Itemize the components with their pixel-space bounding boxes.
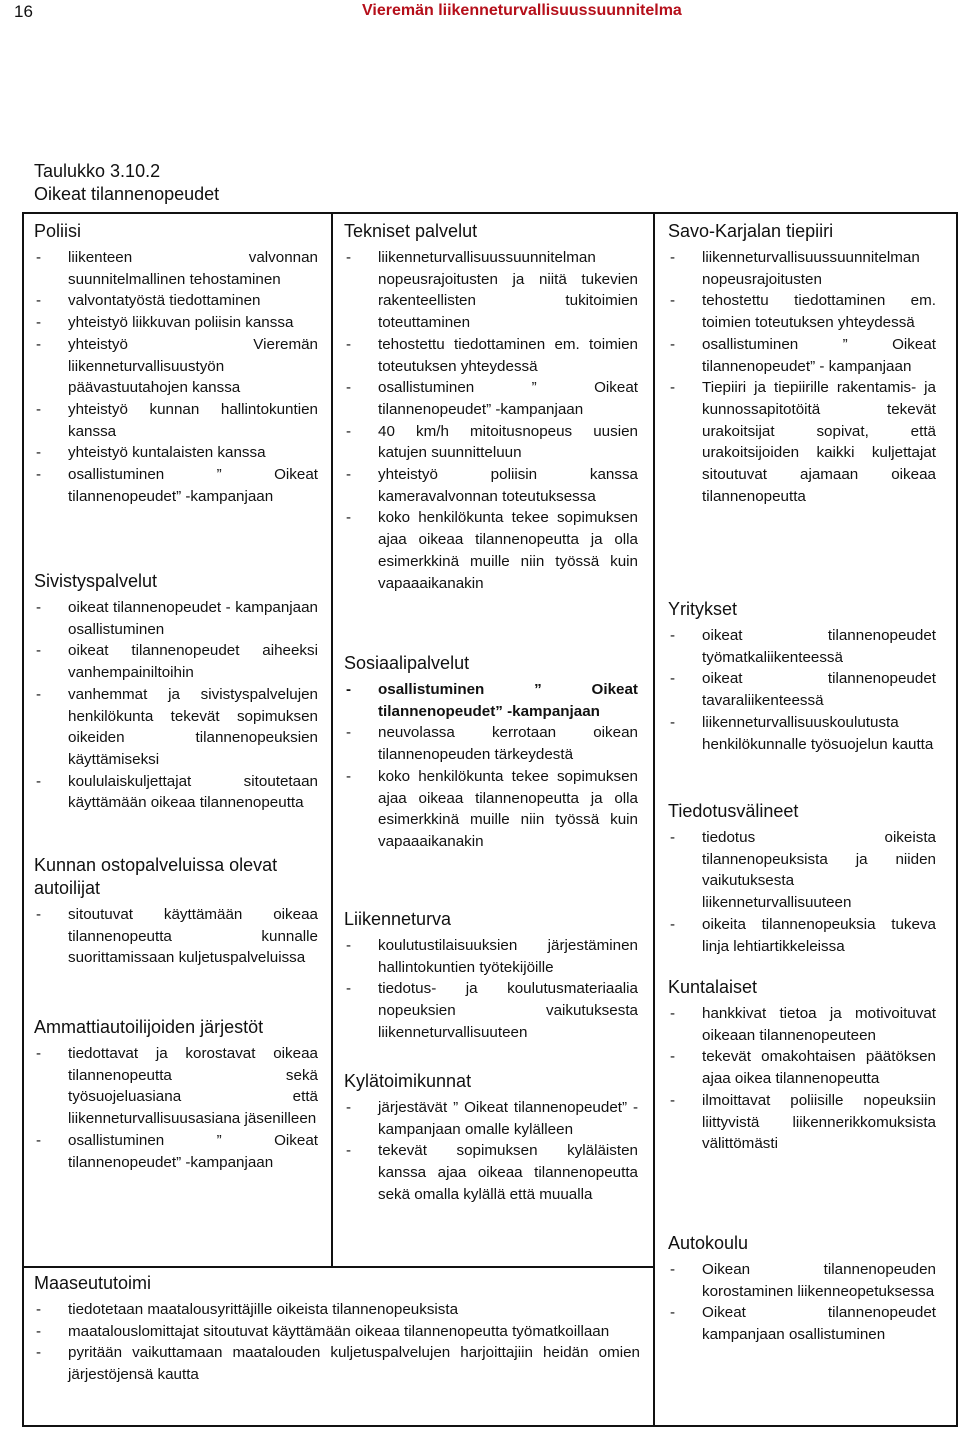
list-item: - liikenneturvallisuuskoulutusta henkilökunnalle työsuojelun kautta xyxy=(668,712,936,755)
list-item: - tiedotus oikeista tilannenopeuksista ja niiden vaikutuksesta liikenneturvallisuuteen xyxy=(668,827,936,914)
section-title: Kylätoimikunnat xyxy=(344,1071,472,1091)
list-item: - yhteistyö poliisin kanssa kameravalvonnan toteutuksessa xyxy=(344,464,638,507)
list-item: - Oikeat tilannenopeudet kampanjaan osallistuminen xyxy=(668,1302,936,1345)
list-item: - koululaiskuljettajat sitoutetaan käyttämään oikeaa tilannenopeutta xyxy=(34,771,318,814)
list-item: - ilmoittavat poliisille nopeuksiin liittyvistä liikennerikkomuksista välittömästi xyxy=(668,1090,936,1155)
section-sosiaalipalvelut xyxy=(344,652,638,853)
list-item: - tekevät omakohtaisen päätöksen ajaa oikea tilannenopeutta xyxy=(668,1046,936,1089)
section-sivistyspalvelut xyxy=(34,570,318,814)
section-yritykset xyxy=(668,598,936,755)
section-kylatoimikunnat xyxy=(344,1070,638,1206)
list-item: - yhteistyö kuntalaisten kanssa xyxy=(34,442,318,464)
table-left-rule xyxy=(22,212,24,1427)
section-tekniset-palvelut xyxy=(344,220,638,594)
list-item: - osallistuminen ” Oikeat tilannenopeudet” -kampanjaan xyxy=(344,679,638,722)
list-item: - liikenneturvallisuussuunnitelman nopeusrajoitusten ja niitä tukevien rakenteellisten tukitoimien toteuttaminen xyxy=(344,247,638,334)
table-title: Oikeat tilannenopeudet xyxy=(34,184,220,204)
section-title: Autokoulu xyxy=(668,1233,749,1253)
table-right-rule xyxy=(956,212,958,1427)
list-item: - tekevät sopimuksen kyläläisten kanssa ajaa oikeaa tilannenopeutta sekä omalla kylällä että muualla xyxy=(344,1140,638,1205)
list-item: - hankkivat tietoa ja motivoituvat oikeaan tilannenopeuteen xyxy=(668,1003,936,1046)
section-kunnan-ostopalvelut xyxy=(34,854,318,969)
list-item: - yhteistyö kunnan hallintokuntien kanssa xyxy=(34,399,318,442)
list-item: - järjestävät ” Oikeat tilannenopeudet” -kampanjaan omalle kylälleen xyxy=(344,1097,638,1140)
section-title: Tiedotusvälineet xyxy=(668,801,799,821)
section-title: Liikenneturva xyxy=(344,909,452,929)
table-caption xyxy=(34,160,219,206)
list-item: - vanhemmat ja sivistyspalvelujen henkilökunta tekevät sopimuksen oikeiden tilannenopeuksien käyttämiseksi xyxy=(34,684,318,771)
section-maaseututoimi xyxy=(34,1272,640,1386)
section-title: Savo-Karjalan tiepiiri xyxy=(668,221,834,241)
list-item: - koulutustilaisuuksien järjestäminen hallintokuntien työtekijöille xyxy=(344,935,638,978)
list-item: - 40 km/h mitoitusnopeus uusien katujen suunnitteluun xyxy=(344,421,638,464)
list-item: - liikenteen valvonnan suunnitelmallinen tehostaminen xyxy=(34,247,318,290)
list-item: - osallistuminen ” Oikeat tilannenopeudet” -kampanjaan xyxy=(34,1130,318,1173)
section-title: Maaseututoimi xyxy=(34,1273,152,1293)
table-bottom-rule xyxy=(22,1425,958,1427)
list-item: - yhteistyö Vieremän liikenneturvallisuustyön päävastuutahojen kanssa xyxy=(34,334,318,399)
list-item: - neuvolassa kerrotaan oikean tilannenopeuden tärkeydestä xyxy=(344,722,638,765)
list-item: - koko henkilökunta tekee sopimuksen ajaa oikeaa tilannenopeutta ja olla esimerkkinä muille niin työssä kuin vapaaaikanakin xyxy=(344,507,638,594)
list-item: - oikeat tilannenopeudet - kampanjaan osallistuminen xyxy=(34,597,318,640)
section-title: Tekniset palvelut xyxy=(344,221,478,241)
list-item: - oikeat tilannenopeudet työmatkaliikenteessä xyxy=(668,625,936,668)
list-item: - osallistuminen ” Oikeat tilannenopeudet” - kampanjaan xyxy=(668,334,936,377)
section-tiedotusvalineet xyxy=(668,800,936,957)
section-title: Sivistyspalvelut xyxy=(34,571,158,591)
list-item: - pyritään vaikuttamaan maatalouden kuljetuspalvelujen harjoittajiin heidän omien järjestöjensä kautta xyxy=(34,1342,640,1385)
table-label: Taulukko 3.10.2 xyxy=(34,161,161,181)
page-number: 16 xyxy=(14,2,33,21)
list-item: - valvontatyöstä tiedottaminen xyxy=(34,290,318,312)
section-title: Yritykset xyxy=(668,599,738,619)
section-title: Kuntalaiset xyxy=(668,977,758,997)
list-item: - Oikean tilannenopeuden korostaminen liikenneopetuksessa xyxy=(668,1259,936,1302)
list-item: - tehostettu tiedottaminen em. toimien toteutuksen yhteydessä xyxy=(668,290,936,333)
section-savo-karjalan-tiepiiri xyxy=(668,220,936,507)
list-item: - sitoutuvat käyttämään oikeaa tilannenopeutta kunnalle suorittamissaan kuljetuspalveluissa xyxy=(34,904,318,969)
list-item: - tiedottavat ja korostavat oikeaa tilannenopeutta sekä työsuojeluasiana että liikenneturvallisuusasiana jäsenilleen xyxy=(34,1043,318,1130)
list-item: - yhteistyö liikkuvan poliisin kanssa xyxy=(34,312,318,334)
section-liikenneturva xyxy=(344,908,638,1044)
section-title: Ammattiautoilijoiden järjestöt xyxy=(34,1017,264,1037)
list-item: - osallistuminen ” Oikeat tilannenopeudet” -kampanjaan xyxy=(34,464,318,507)
list-item: - oikeita tilannenopeuksia tukeva linja lehtiartikkeleissa xyxy=(668,914,936,957)
list-item: - liikenneturvallisuussuunnitelman nopeusrajoitusten xyxy=(668,247,936,290)
section-poliisi xyxy=(34,220,318,507)
list-item: - oikeat tilannenopeudet aiheeksi vanhempainiltoihin xyxy=(34,640,318,683)
list-item: - tiedotus- ja koulutusmateriaalia nopeuksien vaikutuksesta liikenneturvallisuuteen xyxy=(344,978,638,1043)
section-ammattiautoilijat xyxy=(34,1016,318,1173)
list-item: - tiedotetaan maatalousyrittäjille oikeista tilannenopeuksista xyxy=(34,1299,640,1321)
section-kuntalaiset xyxy=(668,976,936,1155)
running-header: Vieremän liikenneturvallisuussuunnitelma xyxy=(362,2,682,19)
list-item: - koko henkilökunta tekee sopimuksen ajaa oikeaa tilannenopeutta ja olla esimerkkinä muille niin työssä kuin vapaaaikanakin xyxy=(344,766,638,853)
list-item: - Tiepiiri ja tiepiirille rakentamis- ja kunnossapitotöitä tekevät urakoitsijat sopivat, että urakoitsijoiden kaikki kuljettajat sitoutuvat ajamaan oikeaa tilannenopeutta xyxy=(668,377,936,507)
divider-col1-col2 xyxy=(331,212,333,1267)
section-autokoulu xyxy=(668,1232,936,1346)
divider-col2-col3 xyxy=(653,212,655,1427)
divider-bottom-section xyxy=(22,1266,655,1268)
section-title: Sosiaalipalvelut xyxy=(344,653,470,673)
section-title: Kunnan ostopalveluissa olevat autoilijat xyxy=(34,855,278,898)
section-title: Poliisi xyxy=(34,221,82,241)
list-item: - oikeat tilannenopeudet tavaraliikenteessä xyxy=(668,668,936,711)
list-item: - maatalouslomittajat sitoutuvat käyttämään oikeaa tilannenopeutta työmatkoillaan xyxy=(34,1321,640,1343)
list-item: - tehostettu tiedottaminen em. toimien toteutuksen yhteydessä xyxy=(344,334,638,377)
table-top-rule xyxy=(22,212,958,214)
list-item: - osallistuminen ” Oikeat tilannenopeudet” -kampanjaan xyxy=(344,377,638,420)
